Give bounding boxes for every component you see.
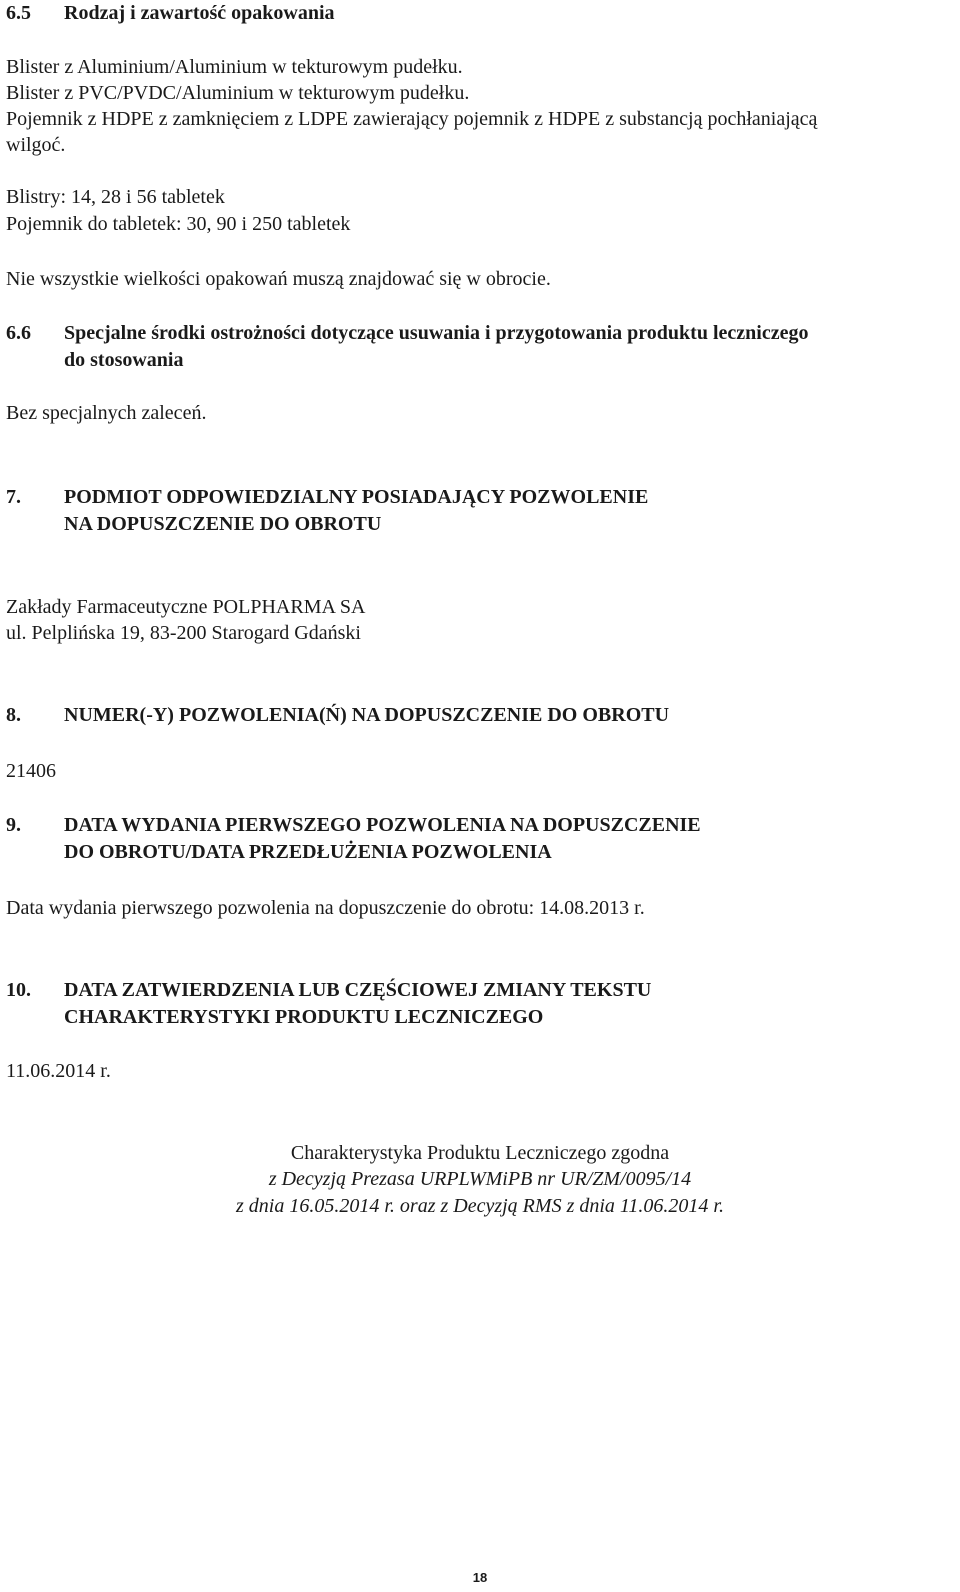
company-name: Zakłady Farmaceutyczne POLPHARMA SA	[6, 596, 366, 618]
section-6-6-title-line-1: Specjalne środki ostrożności dotyczące usuwania i przygotowania produktu leczniczego	[64, 322, 809, 344]
section-7-title-line-2: NA DOPUSZCZENIE DO OBROTU	[64, 513, 382, 535]
section-9-number: 9.	[6, 814, 21, 836]
revision-date: 11.06.2014 r.	[6, 1060, 111, 1082]
section-9-title-line-2: DO OBROTU/DATA PRZEDŁUŻENIA POZWOLENIA	[64, 841, 552, 863]
section-6-5-number: 6.5	[6, 2, 31, 24]
pack-sizes-container: Pojemnik do tabletek: 30, 90 i 250 tabletek	[6, 213, 351, 235]
footer-line-3: z dnia 16.05.2014 r. oraz z Decyzją RMS z dnia 11.06.2014 r.	[236, 1195, 724, 1217]
section-10-title-line-2: CHARAKTERYSTYKI PRODUKTU LECZNICZEGO	[64, 1006, 544, 1028]
section-10-number: 10.	[6, 979, 31, 1001]
authorisation-number: 21406	[6, 760, 56, 782]
section-7-title-line-1: PODMIOT ODPOWIEDZIALNY POSIADAJĄCY POZWOLENIE	[64, 486, 649, 508]
section-9-title-line-1: DATA WYDANIA PIERWSZEGO POZWOLENIA NA DOPUSZCZENIE	[64, 814, 701, 836]
section-8-number: 8.	[6, 704, 21, 726]
section-10-title-line-1: DATA ZATWIERDZENIA LUB CZĘŚCIOWEJ ZMIANY TEKSTU	[64, 979, 652, 1001]
footer-line-1: Charakterystyka Produktu Leczniczego zgodna	[290, 1142, 670, 1164]
pack-sizes-note: Nie wszystkie wielkości opakowań muszą znajdować się w obrocie.	[6, 268, 551, 290]
section-7-number: 7.	[6, 486, 21, 508]
page-number: 18	[472, 1570, 488, 1585]
company-address: ul. Pelplińska 19, 83-200 Starogard Gdański	[6, 622, 361, 644]
packaging-line-1: Blister z Aluminium/Aluminium w tekturowym pudełku.	[6, 56, 463, 78]
section-6-6-title-line-2: do stosowania	[64, 349, 184, 371]
first-authorisation-date: Data wydania pierwszego pozwolenia na dopuszczenie do obrotu: 14.08.2013 r.	[6, 897, 645, 919]
packaging-line-2: Blister z PVC/PVDC/Aluminium w tekturowym pudełku.	[6, 82, 470, 104]
packaging-line-4: wilgoć.	[6, 134, 66, 156]
section-6-6-body: Bez specjalnych zaleceń.	[6, 402, 207, 424]
section-6-5-title: Rodzaj i zawartość opakowania	[64, 2, 335, 24]
section-6-6-number: 6.6	[6, 322, 31, 344]
pack-sizes-blisters: Blistry: 14, 28 i 56 tabletek	[6, 186, 225, 208]
footer-line-2: z Decyzją Prezasa URPLWMiPB nr UR/ZM/0095/14	[268, 1168, 692, 1190]
packaging-line-3: Pojemnik z HDPE z zamknięciem z LDPE zawierający pojemnik z HDPE z substancją pochłaniającą	[6, 108, 818, 130]
section-8-title: NUMER(-Y) POZWOLENIA(Ń) NA DOPUSZCZENIE DO OBROTU	[64, 704, 670, 726]
